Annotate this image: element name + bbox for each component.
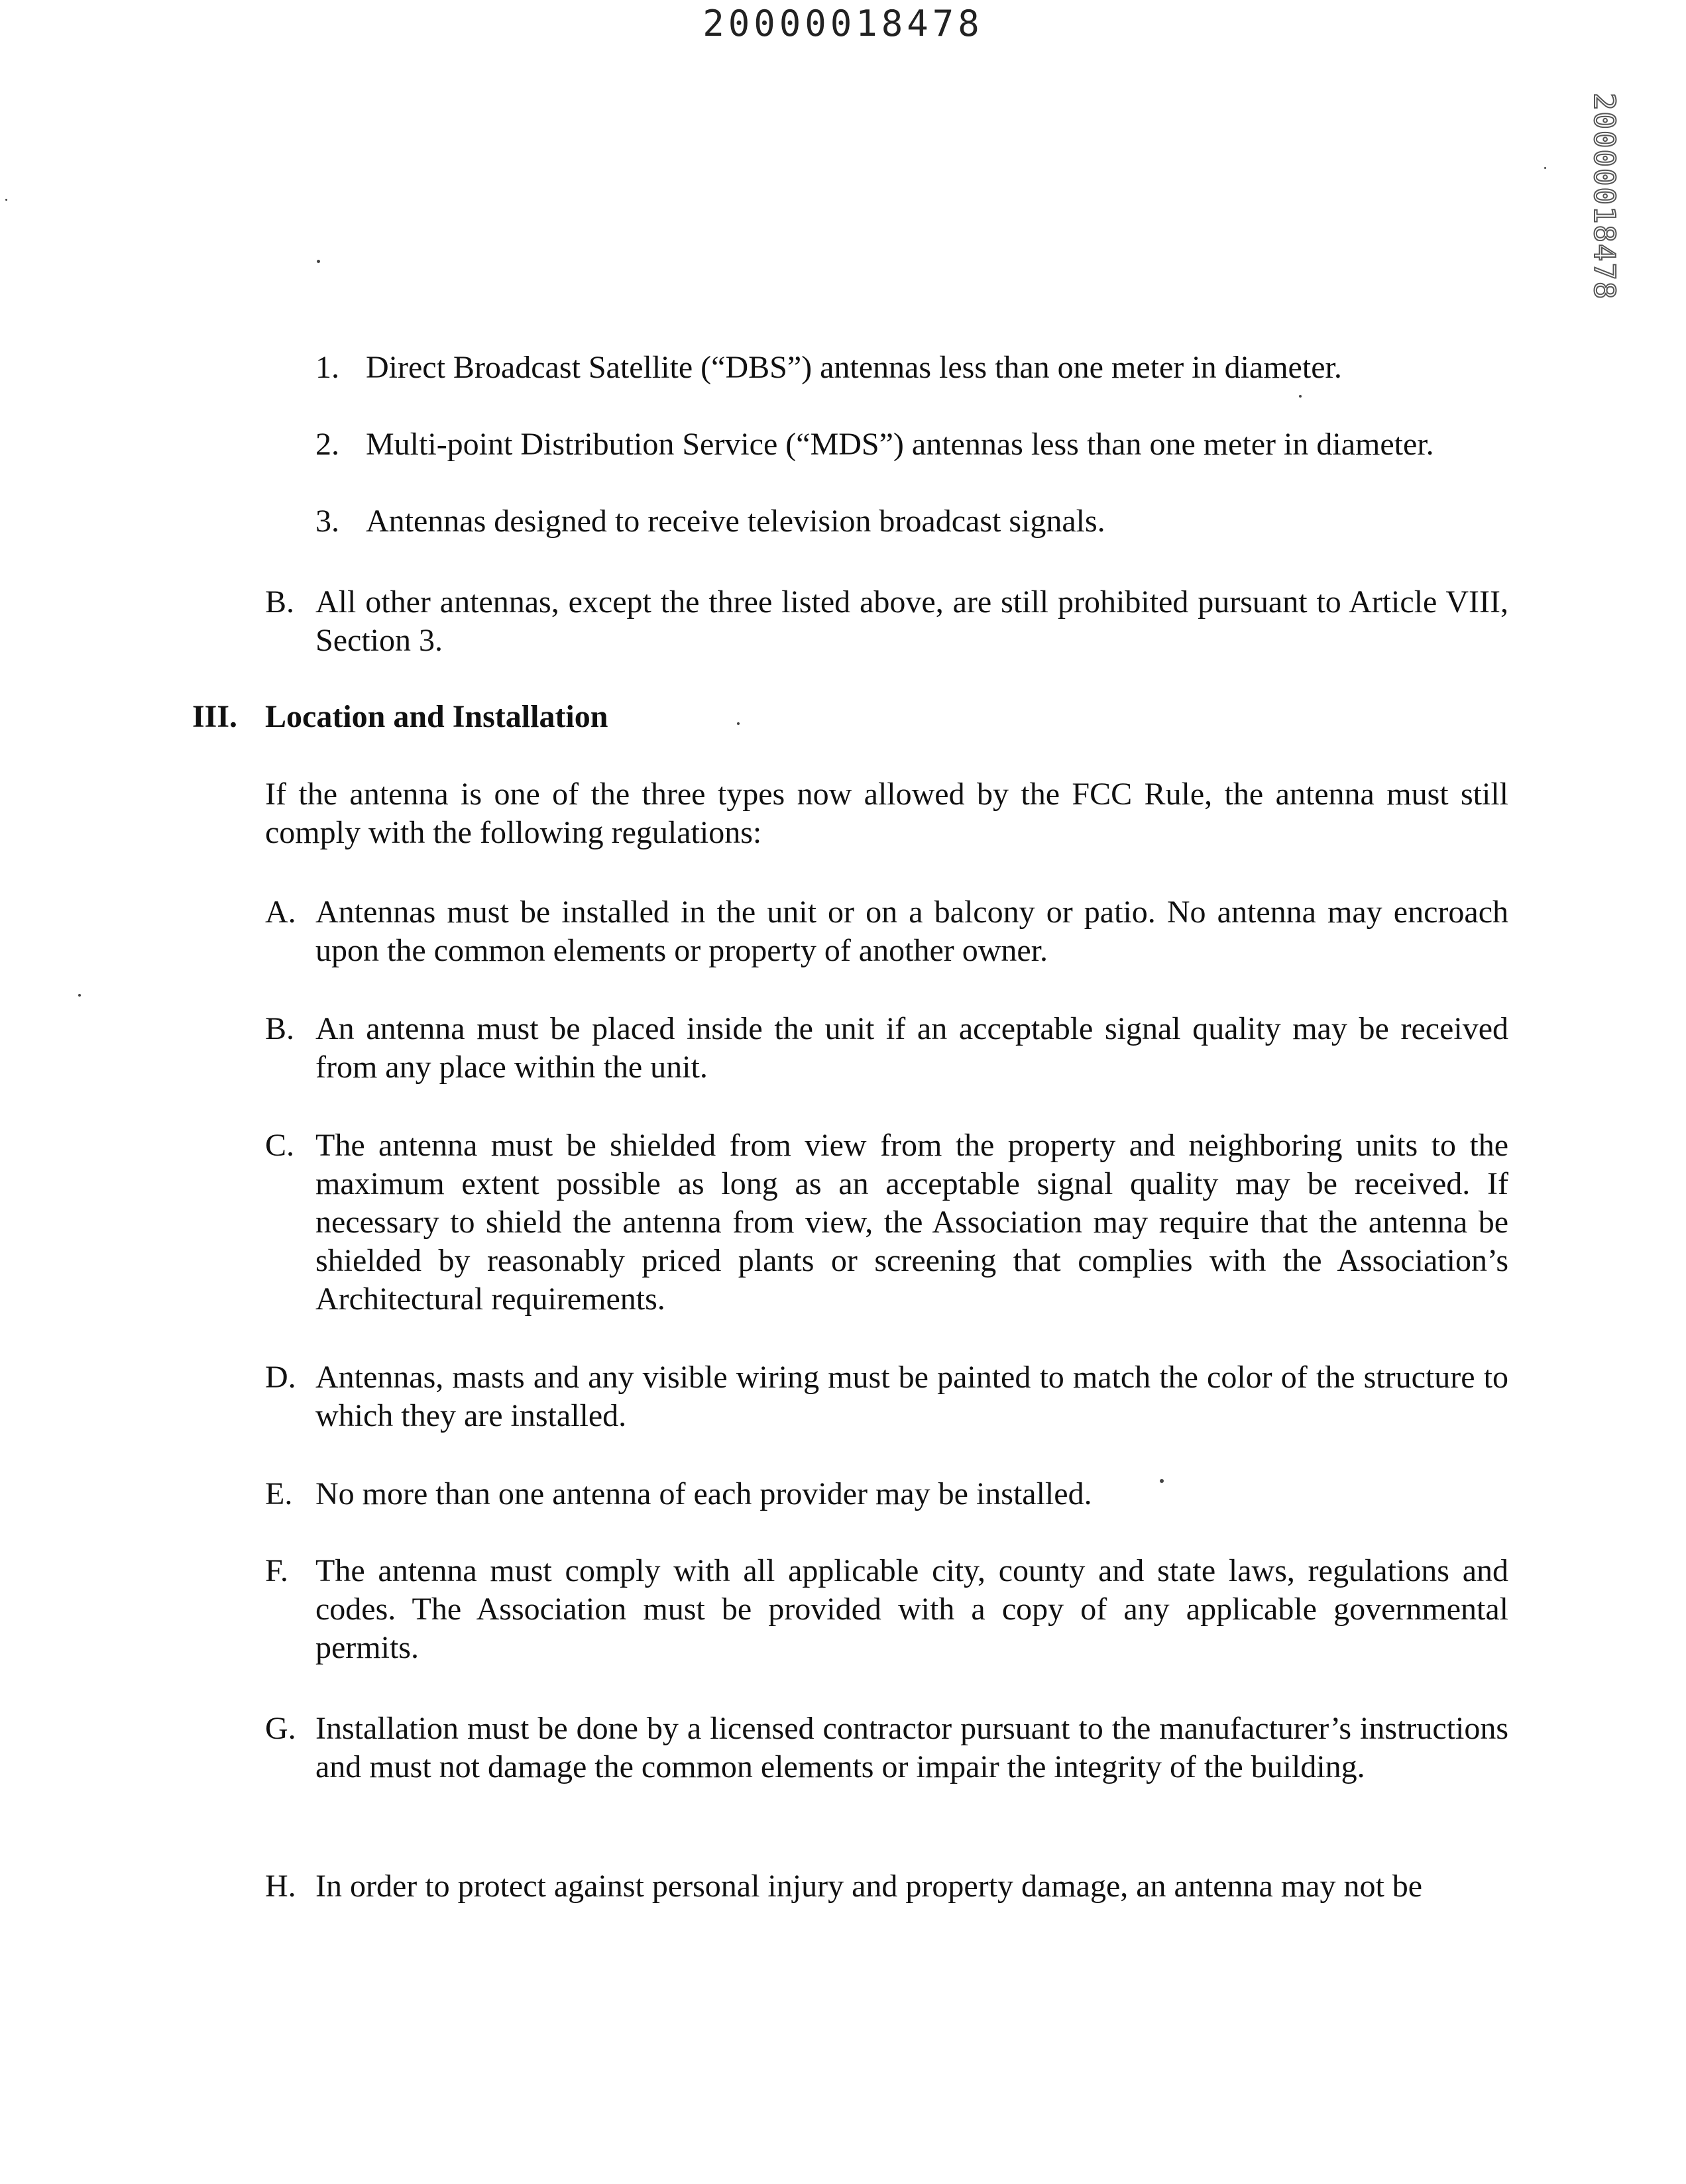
regulation-item bbox=[265, 1867, 1508, 1906]
paragraph-marker: B. bbox=[265, 584, 295, 620]
scan-speck bbox=[5, 199, 7, 201]
scan-speck bbox=[1160, 1479, 1164, 1483]
scan-speck bbox=[737, 722, 740, 725]
regulation-item bbox=[265, 893, 1508, 970]
regulation-text: An antenna must be placed inside the unit if an acceptable signal quality may be received from any place within the unit. bbox=[315, 1011, 1508, 1085]
regulation-text: Antennas, masts and any visible wiring must be painted to match the color of the structure to which they are installed. bbox=[315, 1360, 1508, 1433]
scan-speck bbox=[78, 994, 81, 997]
list-item-text: Antennas designed to receive television broadcast signals. bbox=[366, 504, 1105, 539]
section-title: Location and Installation bbox=[265, 699, 608, 734]
regulation-marker: B. bbox=[265, 1011, 295, 1046]
list-item bbox=[315, 425, 1508, 464]
scan-speck bbox=[1544, 167, 1546, 169]
regulation-marker: D. bbox=[265, 1360, 296, 1395]
regulation-item bbox=[265, 1475, 1508, 1513]
list-item-text: Multi-point Distribution Service (“MDS”) antennas less than one meter in diameter. bbox=[366, 427, 1434, 462]
side-stamp: 20000018478 bbox=[1587, 93, 1621, 301]
regulation-marker: H. bbox=[265, 1869, 296, 1904]
section-number: III. bbox=[192, 699, 238, 734]
scan-speck bbox=[1299, 395, 1302, 398]
scan-speck bbox=[317, 260, 320, 263]
regulation-text: No more than one antenna of each provider may be installed. bbox=[315, 1476, 1092, 1511]
regulation-item bbox=[265, 1126, 1508, 1319]
list-item-marker: 3. bbox=[315, 504, 339, 539]
list-item-marker: 2. bbox=[315, 427, 339, 462]
document-number: 20000018478 bbox=[702, 3, 984, 44]
regulation-text: Antennas must be installed in the unit or on a balcony or patio. No antenna may encroach upon the common elements or property of another owner. bbox=[315, 895, 1508, 968]
regulation-marker: G. bbox=[265, 1711, 296, 1746]
regulation-marker: E. bbox=[265, 1476, 293, 1511]
list-item bbox=[315, 349, 1508, 387]
paragraph-item bbox=[265, 583, 1508, 660]
regulation-text: Installation must be done by a licensed contractor pursuant to the manufacturer’s instructions and must not damage the common elements or impair the integrity of the building. bbox=[315, 1711, 1508, 1784]
regulation-item bbox=[265, 1552, 1508, 1667]
regulation-item bbox=[265, 1358, 1508, 1435]
regulation-marker: A. bbox=[265, 895, 296, 930]
list-item-text: Direct Broadcast Satellite (“DBS”) antennas less than one meter in diameter. bbox=[366, 350, 1342, 385]
regulation-text: In order to protect against personal injury and property damage, an antenna may not be bbox=[315, 1869, 1423, 1904]
regulation-marker: C. bbox=[265, 1128, 295, 1163]
intro-paragraph: If the antenna is one of the three types now allowed by the FCC Rule, the antenna must still comply with the following regulations: bbox=[265, 777, 1508, 850]
list-item bbox=[315, 502, 1508, 541]
paragraph-text: All other antennas, except the three listed above, are still prohibited pursuant to Article VIII, Section 3. bbox=[315, 584, 1508, 658]
list-item-marker: 1. bbox=[315, 350, 339, 385]
regulation-item bbox=[265, 1710, 1508, 1786]
regulation-text: The antenna must be shielded from view from the property and neighboring units to the maximum extent possible as long as an acceptable signal quality may be received. If necessary to shield the antenna from view, the Association may require that the antenna be shielded by reasonably priced plants or screening that complies with the Association’s Architectural requirements. bbox=[315, 1128, 1508, 1317]
regulation-text: The antenna must comply with all applicable city, county and state laws, regulations and codes. The Association must be provided with a copy of any applicable governmental permits. bbox=[315, 1553, 1508, 1665]
regulation-item bbox=[265, 1010, 1508, 1087]
section-heading bbox=[192, 698, 608, 735]
regulation-marker: F. bbox=[265, 1553, 288, 1588]
